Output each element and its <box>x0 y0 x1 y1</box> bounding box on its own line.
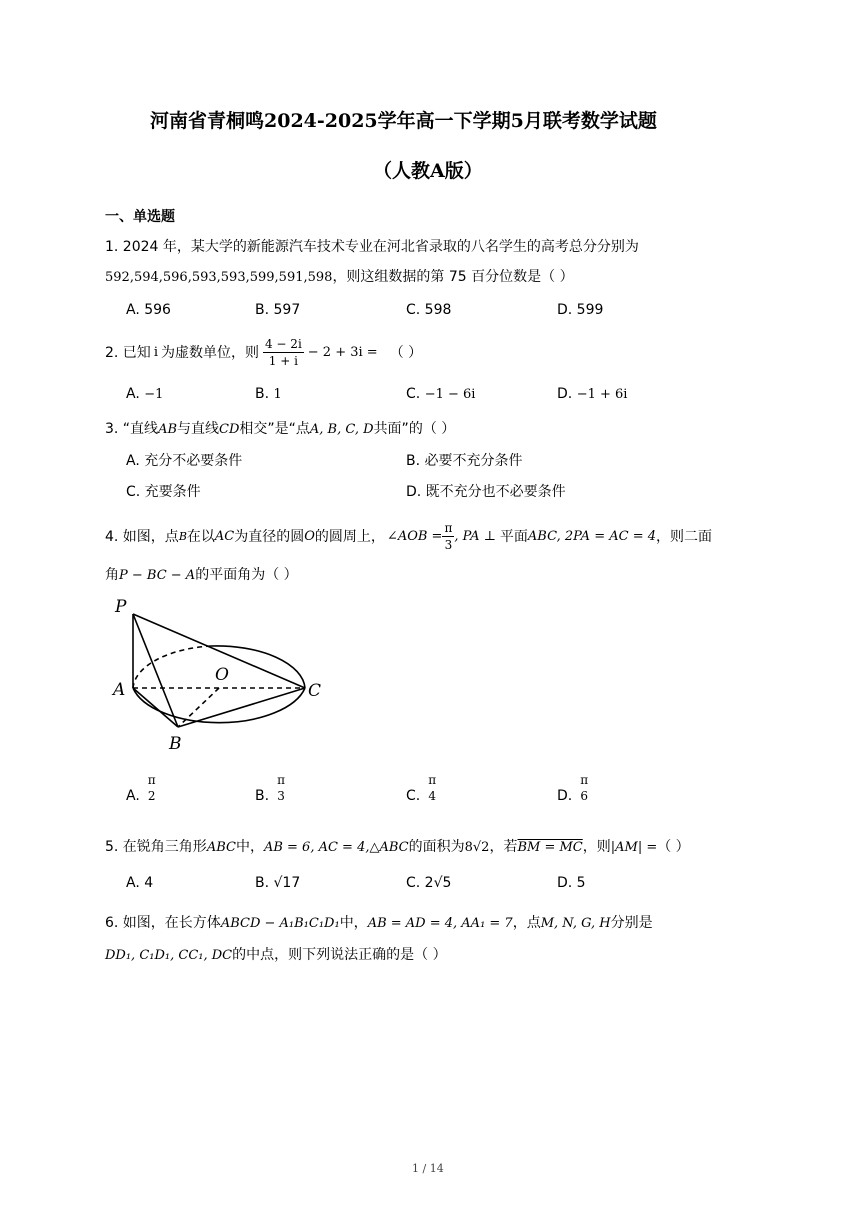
label-B: B <box>169 734 182 754</box>
question-2-option-c: C. −1 − 6i <box>406 386 476 402</box>
question-3-option-a: A. 充分不必要条件 <box>126 453 243 469</box>
question-5-option-b: B. √17 <box>255 875 301 891</box>
label-O: O <box>215 665 229 685</box>
question-4-option-a: A. π 2 <box>126 773 156 804</box>
question-3-option-b: B. 必要不充分条件 <box>406 453 523 469</box>
question-1-option-a: A. 596 <box>126 302 171 318</box>
label-P: P <box>115 597 127 617</box>
pyramid-figure <box>105 592 335 754</box>
question-4-option-c: C. π 4 <box>406 773 437 804</box>
label-A: A <box>113 680 126 700</box>
question-5-option-c: C. 2√5 <box>406 875 452 891</box>
question-1-data: 592,594,596,593,593,599,591,598，则这组数据的第 75 百分位数是（ ） <box>105 269 574 285</box>
question-2-option-d: D. −1 + 6i <box>557 386 628 402</box>
question-2-option-b: B. 1 <box>255 386 282 402</box>
question-6-text-line2: DD₁, C₁D₁, CC₁, DC的中点，则下列说法正确的是（ ） <box>105 947 447 963</box>
page-subtitle: （人教A版） <box>373 160 483 182</box>
label-C: C <box>308 681 322 701</box>
question-5-text: 5. 在锐角三角形ABC中，AB = 6, AC = 4,△ABC的面积为8√2，若BM = MC，则|AM| =（ ） <box>105 839 690 855</box>
question-2-text: 2. 已知 i 为虚数单位，则 $\frac{4 - 2i}{1 + i}$ − 2 + 3i = （ ） <box>105 336 423 368</box>
question-4-fraction: $\frac{\pi}{3}$ <box>444 520 453 552</box>
question-2-option-a: A. −1 <box>126 386 164 402</box>
question-4-option-b: B. π 3 <box>255 773 285 804</box>
question-5-option-a: A. 4 <box>126 875 154 891</box>
question-1-text: 1. 2024 年，某大学的新能源汽车技术专业在河北省录取的八名学生的高考总分分别为 <box>105 239 639 255</box>
question-3-text: 3. “直线AB与直线CD相交”是“点A, B, C, D共面”的（ ） <box>105 421 456 437</box>
edge-AB <box>133 688 178 727</box>
question-2-fraction: $\frac{4 - 2i}{1 + i}$ <box>264 336 302 368</box>
question-4-option-d: D. π 6 <box>557 773 589 804</box>
question-6-text: 6. 如图，在长方体ABCD − A₁B₁C₁D₁中，AB = AD = 4, AA₁ = 7，点M, N, G, H分别是 <box>105 915 653 931</box>
question-3-option-c: C. 充要条件 <box>126 484 201 500</box>
question-1-option-b: B. 597 <box>255 302 301 318</box>
question-4-text: 4. 如图，点 B 在以 AC 为直径的圆 O 的圆周上， ∠AOB = $\frac{\pi}{3}$ , PA ⊥ 平面 ABC, 2PA = AC = 4 ，则二面 <box>105 520 712 552</box>
circle-back-arc-dashed <box>133 646 211 688</box>
question-5-option-d: D. 5 <box>557 875 586 891</box>
question-3-option-d: D. 既不充分也不必要条件 <box>406 484 566 500</box>
page-number: 1 / 14 <box>412 1162 444 1175</box>
question-1-option-c: C. 598 <box>406 302 452 318</box>
question-4-text-line2: 角P − BC − A的平面角为（ ） <box>105 567 298 583</box>
page-title: 河南省青桐鸣2024-2025学年高一下学期5月联考数学试题 <box>150 110 657 132</box>
circle-front-arc <box>133 688 305 723</box>
question-1-option-d: D. 599 <box>557 302 604 318</box>
section-heading: 一、单选题 <box>105 209 175 225</box>
